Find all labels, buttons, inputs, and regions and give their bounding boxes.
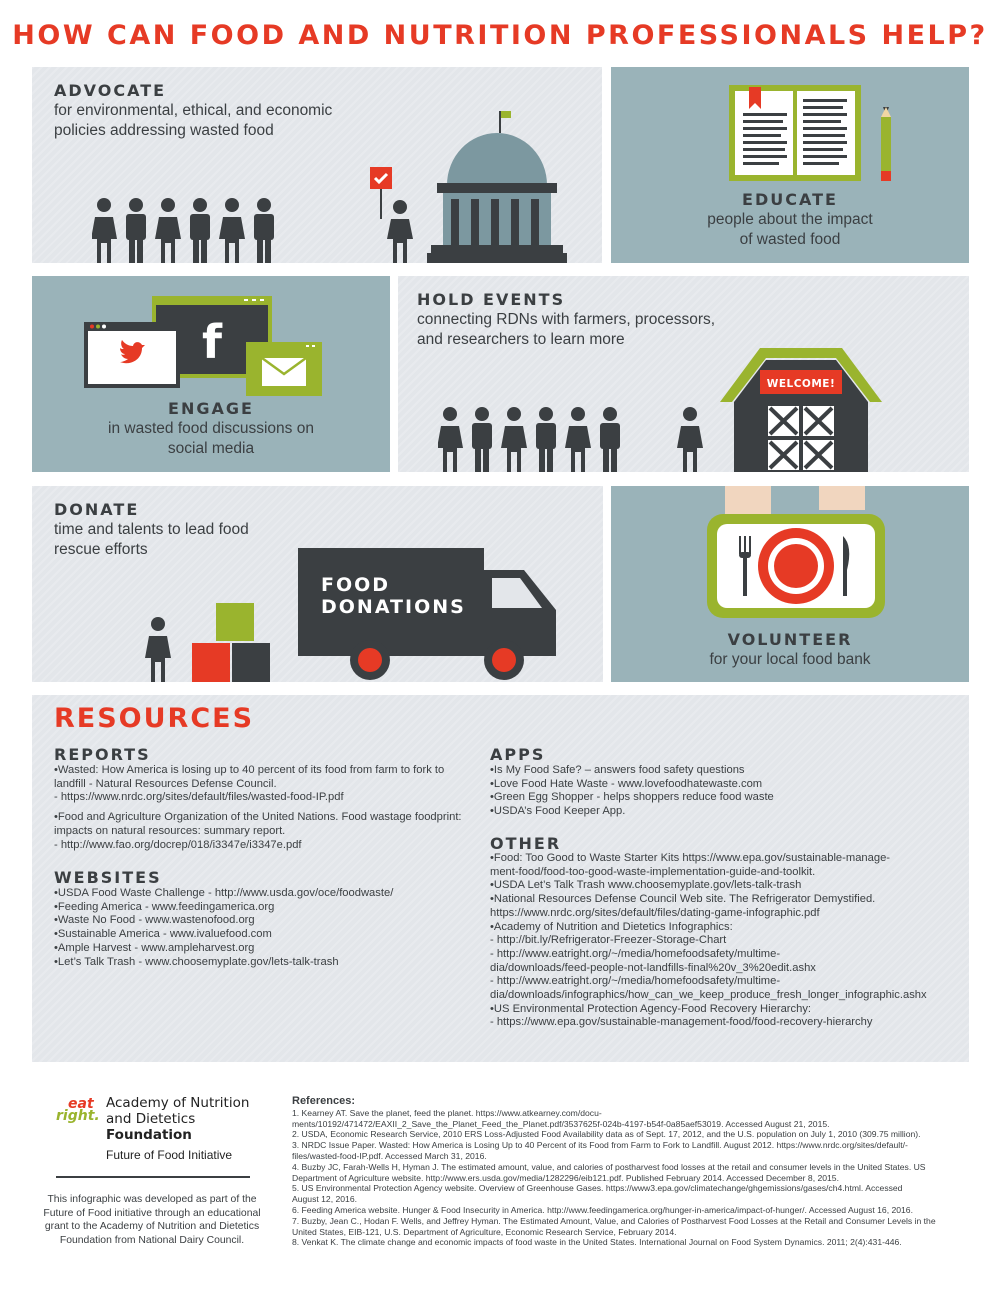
svg-text:f: f [201,315,223,369]
donate-panel [32,486,603,682]
note-line: grant to the Academy of Nutrition and Dietetics [44,1221,260,1233]
references [292,1096,962,1248]
reference-line: 8. Venkat K. The climate change and economic impacts of food waste in the United States. International Journal on Food System Dynamics. 2011; 2(4):431-446. [292,1237,902,1248]
resources-heading: RESOURCES [54,703,255,734]
advocate-line: policies addressing wasted food [54,122,274,139]
people-line-icon [438,406,708,472]
welcome-sign: WELCOME! [766,378,836,390]
other-line: •Academy of Nutrition and Dietetics Infographics: [490,920,733,933]
resources-panel [32,695,969,1062]
reference-line: 4. Buzby JC, Farah-Wells H, Hyman J. The estimated amount, value, and calories of postharvest food losses at the retail and consumer levels in the United States. US [292,1161,926,1172]
note-line: Foundation from National Dairy Council. [59,1234,245,1246]
footer-divider [56,1176,250,1178]
apps-line: •Love Food Hate Waste - www.lovefoodhatewaste.com [490,777,763,790]
reference-line: August 12, 2016. [292,1194,357,1205]
twitter-window-icon [84,322,180,388]
other-heading: OTHER [490,834,562,853]
eatright-logo [56,1097,108,1131]
educate-panel [611,67,969,263]
reference-line: 2. USDA, Economic Research Service, 2010 ERS Loss-Adjusted Food Availability data as of Sept. 17, 2012, and the U.S. population on July 1, 2010 (309.75 million). [292,1129,921,1140]
pencil-icon [879,107,893,183]
page-title: HOW CAN FOOD AND NUTRITION PROFESSIONALS HELP? [12,20,988,51]
org-name [106,1095,249,1143]
apps-line: •Green Egg Shopper - helps shoppers reduce food waste [490,791,774,804]
other-line: - http://www.eatright.org/~/media/homefoodsafety/multime- [490,947,781,960]
other-line: •US Environmental Protection Agency-Food Recovery Hierarchy: [490,1002,812,1015]
educate-text [611,210,969,250]
reports-line: - http://www.fao.org/docrep/018/i3347e/i3347e.pdf [54,838,302,851]
other-line: - https://www.epa.gov/sustainable-management-food/food-recovery-hierarchy [490,1016,873,1029]
engage-line: social media [167,440,255,457]
logo-mark-bottom: right. [56,1108,100,1124]
educate-line: of wasted food [739,231,841,248]
reference-line: Department of Agriculture website. http://www.ers.usda.gov/media/1282296/eib121.pdf. Published February 2014. Accessed December 8, 2015. [292,1172,839,1183]
org-line: Academy of Nutrition [106,1095,250,1111]
apps-heading: APPS [490,745,546,764]
open-book-icon [729,85,861,181]
reports-line: •Food and Agriculture Organization of the United Nations. Food wastage foodprint: [54,811,462,824]
other-list [490,852,927,1030]
websites-line: •Ample Harvest - www.ampleharvest.org [54,941,255,954]
reports-line: landfill - Natural Resources Defense Council. [54,777,277,790]
reference-line: ments/10192/471472/EAXII_2_Save_the_Planet_Feed_the_Planet.pdf/3537625f-024b-4197-b54f-0a85aef53019. Accessed August 21, 2015. [292,1118,830,1129]
donate-text [54,520,249,560]
truck-label [321,574,466,618]
reference-line: United States, EIB-121, U.S. Department of Agriculture, Economic Research Service, February 2014. [292,1226,677,1237]
volunteer-line: for your local food bank [709,651,871,668]
advocate-text [54,101,332,141]
email-window-icon [246,342,322,396]
reference-line: 5. US Environmental Protection Agency website. Overview of Greenhouse Gases. https://www3.epa.gov/climatechange/ghgemissions/gases/ch4.html. Accessed [292,1183,903,1194]
reference-line: 3. NRDC Issue Paper. Wasted: How America is Losing Up to 40 Percent of its Food from Farm to Fork to Landfill. August 2012. https://www.nrdc.org/sites/default/- [292,1140,908,1151]
other-line: https://www.nrdc.org/sites/default/files/dating-game-infographic.pdf [490,906,820,919]
volunteer-heading: VOLUNTEER [727,630,853,649]
educate-line: people about the impact [707,211,873,228]
reports-line: impacts on natural resources: summary report. [54,824,286,837]
initiative-name: Future of Food Initiative [106,1148,233,1162]
engage-panel [32,276,390,472]
engage-line: in wasted food discussions on [108,420,314,437]
volunteer-text [611,650,969,670]
volunteer-panel [611,486,969,682]
educate-heading: EDUCATE [742,190,838,209]
reports-line: •Wasted: How America is losing up to 40 percent of its food from farm to fork to [54,764,445,776]
person-icon [144,616,172,682]
apps-line: •Is My Food Safe? – answers food safety questions [490,764,745,776]
truck-label-line: FOOD [321,574,391,596]
other-line: - http://www.eatright.org/~/media/homefoodsafety/multime- [490,975,781,988]
advocate-panel [32,67,602,263]
capitol-building-icon [427,107,567,263]
footer-note [32,1193,272,1247]
donate-line: rescue efforts [54,541,148,558]
events-line: connecting RDNs with farmers, processors, [417,311,716,328]
other-line: ment-food/food-too-good-waste-implementation-guide-and-toolkit. [490,865,816,878]
engage-heading: ENGAGE [168,399,254,418]
websites-line: •Let’s Talk Trash - www.choosemyplate.gov/lets-talk-trash [54,955,339,968]
reports-list [54,764,462,852]
other-line: •National Resources Defense Council Web site. The Refrigerator Demystified. [490,893,876,906]
events-heading: HOLD EVENTS [417,290,566,309]
reference-line: 6. Feeding America website. Hunger & Food Insecurity in America. http://www.feedingamerica.org/hunger-in-america/impact-of-hunger/. Accessed August 16, 2016. [292,1204,913,1215]
events-line: and researchers to learn more [417,331,625,348]
events-text [417,310,715,350]
reference-line: files/wasted-food-IP.pdf. Accessed March 31, 2016. [292,1150,487,1161]
websites-line: •USDA Food Waste Challenge - http://www.usda.gov/oce/foodwaste/ [54,887,394,899]
donation-boxes-icon [192,603,272,682]
apps-list [490,764,774,819]
websites-list [54,887,393,969]
barn-icon [720,340,882,472]
apps-line: •USDA’s Food Keeper App. [490,805,626,818]
note-line: This infographic was developed as part of the [47,1194,257,1205]
other-line: dia/downloads/infographics/how_can_we_keep_produce_fresh_longer_infographic.ashx [490,989,927,1002]
org-line: Foundation [106,1127,192,1143]
advocate-heading: ADVOCATE [54,81,167,100]
websites-line: •Sustainable America - www.ivaluefood.com [54,928,272,941]
reference-line: 1. Kearney AT. Save the planet, feed the planet. https://www.atkearney.com/docu- [292,1107,602,1118]
other-line: dia/downloads/feed-people-not-landfills-final%20v_3%20edit.ashx [490,961,816,974]
reports-line: - https://www.nrdc.org/sites/default/files/wasted-food-IP.pdf [54,791,344,804]
truck-label-line: DONATIONS [321,596,466,618]
org-line: and Dietetics [106,1111,196,1127]
other-line: •USDA Let’s Talk Trash www.choosemyplate.gov/lets-talk-trash [490,879,802,892]
reports-heading: REPORTS [54,745,151,764]
donate-line: time and talents to lead food [54,521,249,538]
reference-line: 7. Buzby, Jean C., Hodan F. Wells, and Jeffrey Hyman. The Estimated Amount, Value, and Calories of Postharvest Food Losses at the Retail and Consumer Levels in the [292,1215,936,1226]
websites-line: •Waste No Food - www.wastenofood.org [54,914,255,927]
advocate-line: for environmental, ethical, and economic [54,102,333,119]
note-line: Future of Food initiative through an educational [43,1207,261,1219]
references-heading: References: [292,1095,355,1107]
events-panel [398,276,969,472]
engage-text [32,419,390,459]
websites-heading: WEBSITES [54,868,162,887]
logo-mark-top: eat [68,1096,94,1112]
donate-heading: DONATE [54,500,140,519]
serving-tray-icon [701,486,891,620]
other-line: •Food: Too Good to Waste Starter Kits https://www.epa.gov/sustainable-manage- [490,852,891,864]
people-crowd-icon [92,197,292,263]
protester-sign-icon [362,165,422,263]
websites-line: •Feeding America - www.feedingamerica.org [54,900,275,913]
other-line: - http://bit.ly/Refrigerator-Freezer-Storage-Chart [490,934,727,947]
